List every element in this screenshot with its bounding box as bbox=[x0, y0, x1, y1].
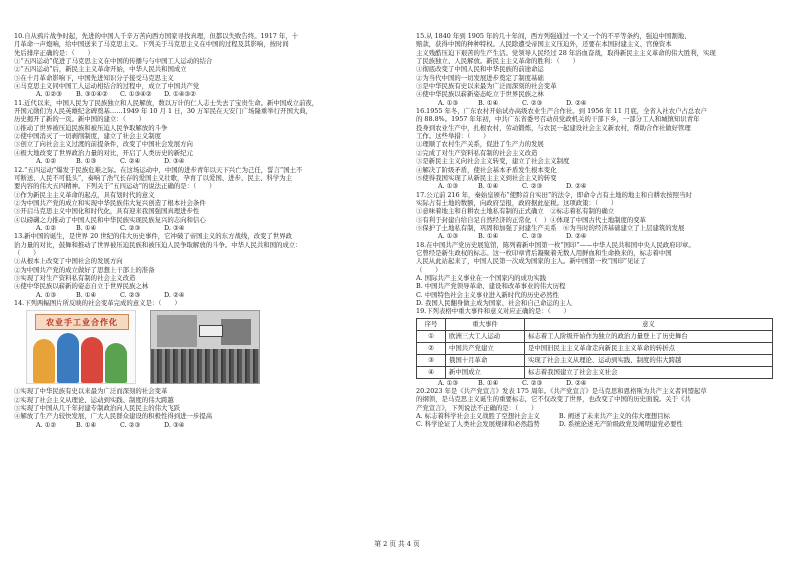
text-line: 18.在中国共产党历史展览馆，陈列着新中国第一枚“国印”——中华人民共和国中央人民政府印章。 bbox=[416, 240, 695, 249]
question-text bbox=[416, 191, 773, 233]
answer-option[interactable]: A. ①③ bbox=[438, 98, 459, 107]
text-line: 人民从此站起来了，中国人民第一次成为国家的主人。新中国第一枚“国印”见证了 bbox=[416, 257, 647, 266]
text-line: ①意味着地主和自耕农土地私有制的正式确立 ②标志着私有制的确立 bbox=[416, 207, 615, 216]
poster-figure bbox=[33, 339, 55, 383]
answer-option[interactable]: B. ①④ bbox=[478, 182, 499, 191]
text-line: 了民族独立、人民解放。新民主主义革命的胜利：（ ） bbox=[416, 57, 579, 66]
answer-option[interactable]: A. ①③ bbox=[438, 182, 459, 191]
table-row bbox=[417, 366, 773, 378]
table-cell: 标志着工人阶级开始作为独立的政治力量登上了历史舞台 bbox=[525, 330, 773, 342]
text-line: ④解决了阶级矛盾，使社会基本矛盾发生根本变化 bbox=[416, 165, 557, 174]
text-line: 17.公元前 216 年，秦始皇颁布“使黔首自实田”的法令，即命令占有土地的地主和自耕农按照当时 bbox=[416, 190, 692, 199]
answer-options bbox=[14, 157, 371, 165]
text-line: ①作为新民主主义革命的起点，具有划时代的意义 bbox=[14, 190, 155, 199]
text-line: ①“五四运动”促进了马克思主义在中国的传播与与中国工人运动的结合 bbox=[14, 57, 213, 66]
table-row bbox=[417, 330, 773, 342]
text-line: 历史揭开了新的一页。新中国的建立：（ ） bbox=[14, 115, 146, 124]
question-images bbox=[26, 310, 371, 384]
question-text bbox=[14, 387, 371, 420]
text-line: ④解放了生产力较快发展，广大人民群众建设的积极性得到进一步提高 bbox=[14, 412, 213, 421]
question-text bbox=[14, 32, 371, 90]
text-line: ③在十月革命影响下，中国先进知识分子接受马克思主义 bbox=[14, 73, 174, 82]
answer-option[interactable]: D. ②④ bbox=[566, 182, 587, 191]
text-line: 先后排序正确的是：（ ） bbox=[14, 48, 94, 57]
answer-option[interactable]: C. ②④ bbox=[120, 157, 141, 166]
text-line: ②为中国共产党的成立做好了思想上干部上的准备 bbox=[14, 265, 155, 274]
text-line: 11.近代以来，中国人民为了民族独立和人民解放，数以万计的仁人志士失去了宝贵生命。新中国成立前夜， bbox=[14, 98, 319, 107]
table-cell: 中国共产党建立 bbox=[446, 342, 525, 354]
text-line: ②为当代中国的一切发展进步奠定了制度基础 bbox=[416, 73, 544, 82]
text-line: 投身到农业生产中，扎根农村，劳动锻炼，与农民一起建设社会主义新农村，帮助合作社做好管理 bbox=[416, 123, 691, 132]
poster-figure bbox=[81, 337, 103, 383]
question-text bbox=[416, 387, 773, 429]
answer-option[interactable]: A. ①② bbox=[36, 223, 57, 232]
table-cell: 俄国十月革命 bbox=[446, 354, 525, 366]
text-line: （ ） bbox=[416, 265, 442, 274]
answer-option[interactable]: C. ②③ bbox=[120, 420, 141, 429]
text-line: 赔款，获得中国的种种特权。人民除遭受帝国主义压迫外，还要在本国封建主义、官僚资本 bbox=[416, 40, 672, 49]
text-line: 可断送、人民不可低头”，奏响了浩气长存的爱国主义壮歌，孕育了以爱国、进步、民主、科学为主 bbox=[14, 173, 293, 182]
text-line: ②实现了社会主义从理论、运动到实践、制度的伟大跨越 bbox=[14, 395, 174, 404]
events-table bbox=[416, 318, 773, 379]
photo-crowd bbox=[151, 349, 259, 383]
table-row bbox=[417, 354, 773, 366]
answer-option[interactable]: C. ①③④② bbox=[120, 90, 152, 99]
table-header-cell: 序号 bbox=[417, 318, 446, 330]
text-line: ②“五四运动”后，新民主主义革命开始，中华人民共和国成立 bbox=[14, 65, 187, 74]
text-line: ①理顺了农村生产关系，促进了生产力的发展 bbox=[416, 140, 544, 149]
answer-option[interactable]: C. ②③ bbox=[522, 182, 543, 191]
question-text bbox=[416, 307, 773, 315]
answer-option[interactable]: B. ③①④② bbox=[76, 90, 108, 99]
text-line: 的纲领，是马克思主义诞生的重要标志，它不仅改变了世界，也改变了中国的历史面貌。关于《共 bbox=[416, 395, 691, 404]
text-line: 15.从 1840 年到 1905 年的几十年间，西方列强通过一个又一个的不平等条约，强迫中国割地、 bbox=[416, 32, 691, 40]
text-line: 12.“五四运动”爆发于民族危难之际。在这场运动中，中国的进步青年以天下兴亡为己任，誓言“国土不 bbox=[14, 165, 303, 174]
text-line: 20.2023 年是《共产党宣言》发表 175 周年。《共产党宣言》是马克思和恩格斯为共产主义者同盟起草 bbox=[416, 387, 707, 396]
text-line: ②为中国共产党的成立和实现中华民族伟大复兴创造了根本社会条件 bbox=[14, 198, 206, 207]
answer-option[interactable]: C. ②③ bbox=[522, 378, 543, 387]
answer-option[interactable]: C. ②③ bbox=[522, 232, 543, 241]
answer-option[interactable]: C. ②③ bbox=[120, 223, 141, 232]
text-line: C. 中国特色社会主义事业进入新时代的历史必然性 bbox=[416, 290, 559, 299]
text-line: 它曾经是新生政权的标志。这一枚印章背后凝聚着无数人用鲜血和生命换来的，标志着中国 bbox=[416, 248, 672, 257]
text-line: 月革命一声炮响，给中国送来了马克思主义。下列关于马克思主义在中国的过程及其影响，按时间 bbox=[14, 40, 289, 49]
text-line: ④马克思主义同中国工人运动相结合的过程中，成立了中国共产党 bbox=[14, 82, 200, 91]
answer-option[interactable]: D. ③④ bbox=[164, 157, 185, 166]
question-text bbox=[14, 232, 371, 290]
table-cell: 实现了社会主义从理论、运动到实践、制度的伟大跨越 bbox=[525, 354, 773, 366]
table-cell: ① bbox=[417, 330, 446, 342]
text-line: C. 科学论证了人类社会发展规律和必然趋势 D. 系统论述无产阶级政党及阐明建党必要性 bbox=[416, 420, 683, 429]
text-line: （ ） bbox=[14, 248, 40, 257]
text-line: 13.新中国的诞生，是世界 20 世纪的伟大历史事件，它冲破了帝国主义的东方战线，改变了世界政 bbox=[14, 232, 292, 241]
table-header-cell: 意义 bbox=[525, 318, 773, 330]
answer-options bbox=[14, 224, 371, 232]
question-text bbox=[14, 166, 371, 224]
answer-options bbox=[416, 182, 773, 190]
answer-option[interactable]: D. ③④ bbox=[164, 420, 185, 429]
table-cell: 欧洲三大工人运动 bbox=[446, 330, 525, 342]
text-line: ①彻底改变了中国人民和中华民族的前途命运 bbox=[416, 65, 544, 74]
answer-option[interactable]: A. ①③ bbox=[438, 232, 459, 241]
question-text bbox=[416, 241, 773, 308]
text-line: ④极大地改变了世界政治力量的对比，开启了人类历史的新纪元 bbox=[14, 148, 193, 157]
poster-figure bbox=[105, 343, 127, 383]
table-cell: ② bbox=[417, 342, 446, 354]
answer-option[interactable]: D. ③④ bbox=[164, 223, 185, 232]
answer-option[interactable]: B. ①④ bbox=[478, 232, 499, 241]
text-line: ⑤使得我国实现了从新民主主义到社会主义的转变 bbox=[416, 173, 557, 182]
answer-options bbox=[416, 99, 773, 107]
answer-option[interactable]: B. ①④ bbox=[76, 223, 97, 232]
photo-sign bbox=[199, 325, 223, 337]
text-line: ④以磅礴之力推动了中国人民和中华民族实现民族复兴的志向和信心 bbox=[14, 215, 206, 224]
text-line: ③有利于封建自给自足自然经济的正常化（ ）④体现了中国古代土地制度的变革 bbox=[416, 215, 647, 224]
text-line: 16.1955 年冬，广东农村开始试办高级农业生产合作社。到 1956 年 11 月底，全省入社农户占总农户 bbox=[416, 107, 708, 116]
text-line: ③实现了对生产资料私有制的社会主义改造 bbox=[14, 273, 136, 282]
text-line: D. 我国人民翻身做主成为国家、社会和自己命运的主人 bbox=[416, 299, 572, 307]
table-header-cell: 重大事件 bbox=[446, 318, 525, 330]
text-line: 工作。这些举措：（ ） bbox=[416, 132, 490, 141]
text-line: ①实现了中华民族有史以来最为广泛而深刻的社会变革 bbox=[14, 387, 168, 396]
text-line: ③是中华民族有史以来最为广泛而深刻的社会变革 bbox=[416, 82, 557, 91]
answer-option[interactable]: B. ①④ bbox=[478, 98, 499, 107]
answer-option[interactable]: D. ②④ bbox=[566, 98, 587, 107]
text-line: ④使中华民族以崭新的姿态自立于世界民族之林 bbox=[14, 282, 149, 291]
text-line: ③开启马克思主义中国化和时代化，具有迎来我国强国真理进步性 bbox=[14, 207, 200, 216]
text-line: 14.下列两幅图片所反映的社会变革完成的意义是：（ ） bbox=[14, 299, 181, 307]
parade-photo-image bbox=[150, 310, 260, 384]
answer-options bbox=[416, 232, 773, 240]
table-cell: 标志着我国建立了社会主义社会 bbox=[525, 366, 773, 378]
text-line: 10.自从鸦片战争时起，先进的中国人千辛万苦向西方国家寻找真理，但都以失败告终。1917 年，十 bbox=[14, 32, 299, 40]
text-line: 产党宣言》，下列说法不正确的是：（ ） bbox=[416, 403, 538, 412]
table-cell: 是中国旧民主主义革命走向新民主主义革命的转折点 bbox=[525, 342, 773, 354]
answer-option[interactable]: D. ②④ bbox=[566, 378, 587, 387]
text-line: ②使中国消灭了一切剥削制度，建立了社会主义制度 bbox=[14, 132, 161, 141]
text-line: ②完成了对生产资料私有制的社会主义改造 bbox=[416, 148, 538, 157]
text-line: ⑤保护了土地私有制，巩固和加强了封建生产关系 ⑥为当时的经济基础建立了上层建筑的发展 bbox=[416, 223, 685, 232]
text-line: A. 国际共产主义事业在一个国家内的成功实践 bbox=[416, 273, 547, 282]
answer-option[interactable]: A. ①②③ bbox=[36, 90, 62, 99]
cooperative-poster-image bbox=[26, 310, 136, 384]
table-row bbox=[417, 342, 773, 354]
table-cell: 新中国成立 bbox=[446, 366, 525, 378]
photo-build2 bbox=[221, 319, 251, 345]
poster-figure bbox=[57, 333, 79, 383]
right-column bbox=[416, 32, 773, 429]
answer-option[interactable]: B. ①③ bbox=[76, 157, 97, 166]
text-line: 19.下列表格中重大事件和意义对应正确的是：（ ） bbox=[416, 307, 570, 316]
left-column bbox=[14, 32, 371, 429]
text-line: A. 标志着科学社会主义战胜了空想社会主义 B. 阐述了未来共产主义的伟大理想目标 bbox=[416, 412, 670, 421]
answer-option[interactable]: D. ②④ bbox=[164, 290, 185, 299]
answer-option[interactable]: A. ①③ bbox=[438, 378, 459, 387]
photo-build bbox=[157, 315, 197, 347]
page-footer: 第 2 页 共 4 页 bbox=[374, 540, 420, 548]
text-line: 要内容的伟大五四精神。下列关于“五四运动”的说法正确的是：（ ） bbox=[14, 182, 216, 191]
question-text bbox=[416, 32, 773, 99]
table-cell: ③ bbox=[417, 354, 446, 366]
answer-option[interactable]: C. ②③ bbox=[120, 290, 141, 299]
text-line: 主义残酷压迫下艰苦的生产生活。党领导人民经过 28 年浴血奋战，取得新民主主义革命的伟大胜利，实现 bbox=[416, 48, 716, 57]
answer-option[interactable]: B. ①④ bbox=[76, 290, 97, 299]
text-line: ①推动了世界被压迫民族和被压迫人民争取解放的斗争 bbox=[14, 123, 168, 132]
question-text bbox=[14, 99, 371, 157]
question-text bbox=[14, 299, 371, 307]
answer-option[interactable]: B. ①④ bbox=[478, 378, 499, 387]
answer-option[interactable]: A. ①② bbox=[36, 420, 57, 429]
text-line: ③创立了向社会主义过渡的前提条件，改变了中国社会发展方向 bbox=[14, 140, 193, 149]
answer-options bbox=[14, 291, 371, 299]
answer-option[interactable]: B. ①④ bbox=[76, 420, 97, 429]
text-line: ③是新民主主义向社会主义转变，建立了社会主义制度 bbox=[416, 157, 570, 166]
poster-banner: 农业手工业合作化 bbox=[35, 314, 129, 330]
text-line: 开国元勋们为人民英雄纪念碑奠基……1949 年 10 月 1 日，30 万军民在天安门广场隆重举行开国大典， bbox=[14, 107, 313, 116]
answer-options bbox=[14, 90, 371, 98]
text-line: ④使中华民族以崭新姿态屹立于世界民族之林 bbox=[416, 90, 544, 99]
text-line: ③实现了中国从几千年封建专制政治向人民民主的伟大飞跃 bbox=[14, 404, 181, 413]
answer-option[interactable]: C. ②③ bbox=[522, 98, 543, 107]
answer-option[interactable]: D. ②④ bbox=[566, 232, 587, 241]
text-line: 治力量的对比，鼓舞和推动了世界被压迫民族和被压迫人民争取解放的斗争。中华人民共和国的成立： bbox=[14, 240, 302, 249]
text-line: ①从根本上改变了中国社会的发展方向 bbox=[14, 257, 123, 266]
answer-option[interactable]: A. ①② bbox=[36, 157, 57, 166]
answer-options bbox=[416, 379, 773, 387]
answer-options bbox=[14, 421, 371, 429]
table-header-row bbox=[417, 318, 773, 330]
question-text bbox=[416, 107, 773, 182]
text-line: 的 88.8%。1957 年年初，中共广东省委号召动员党政机关的干部下乡，一部分工人和城镇知识青年 bbox=[416, 115, 700, 124]
answer-option[interactable]: A. ①③ bbox=[36, 290, 57, 299]
text-line: 实际占有土地的数额，向政府呈报，政府据此征税。这项政策：（ ） bbox=[416, 198, 618, 207]
table-cell: ④ bbox=[417, 366, 446, 378]
answer-option[interactable]: D. ①④③② bbox=[164, 90, 196, 99]
text-line: B. 中国共产党领导革命、建设和改革事业的伟大历程 bbox=[416, 282, 566, 291]
